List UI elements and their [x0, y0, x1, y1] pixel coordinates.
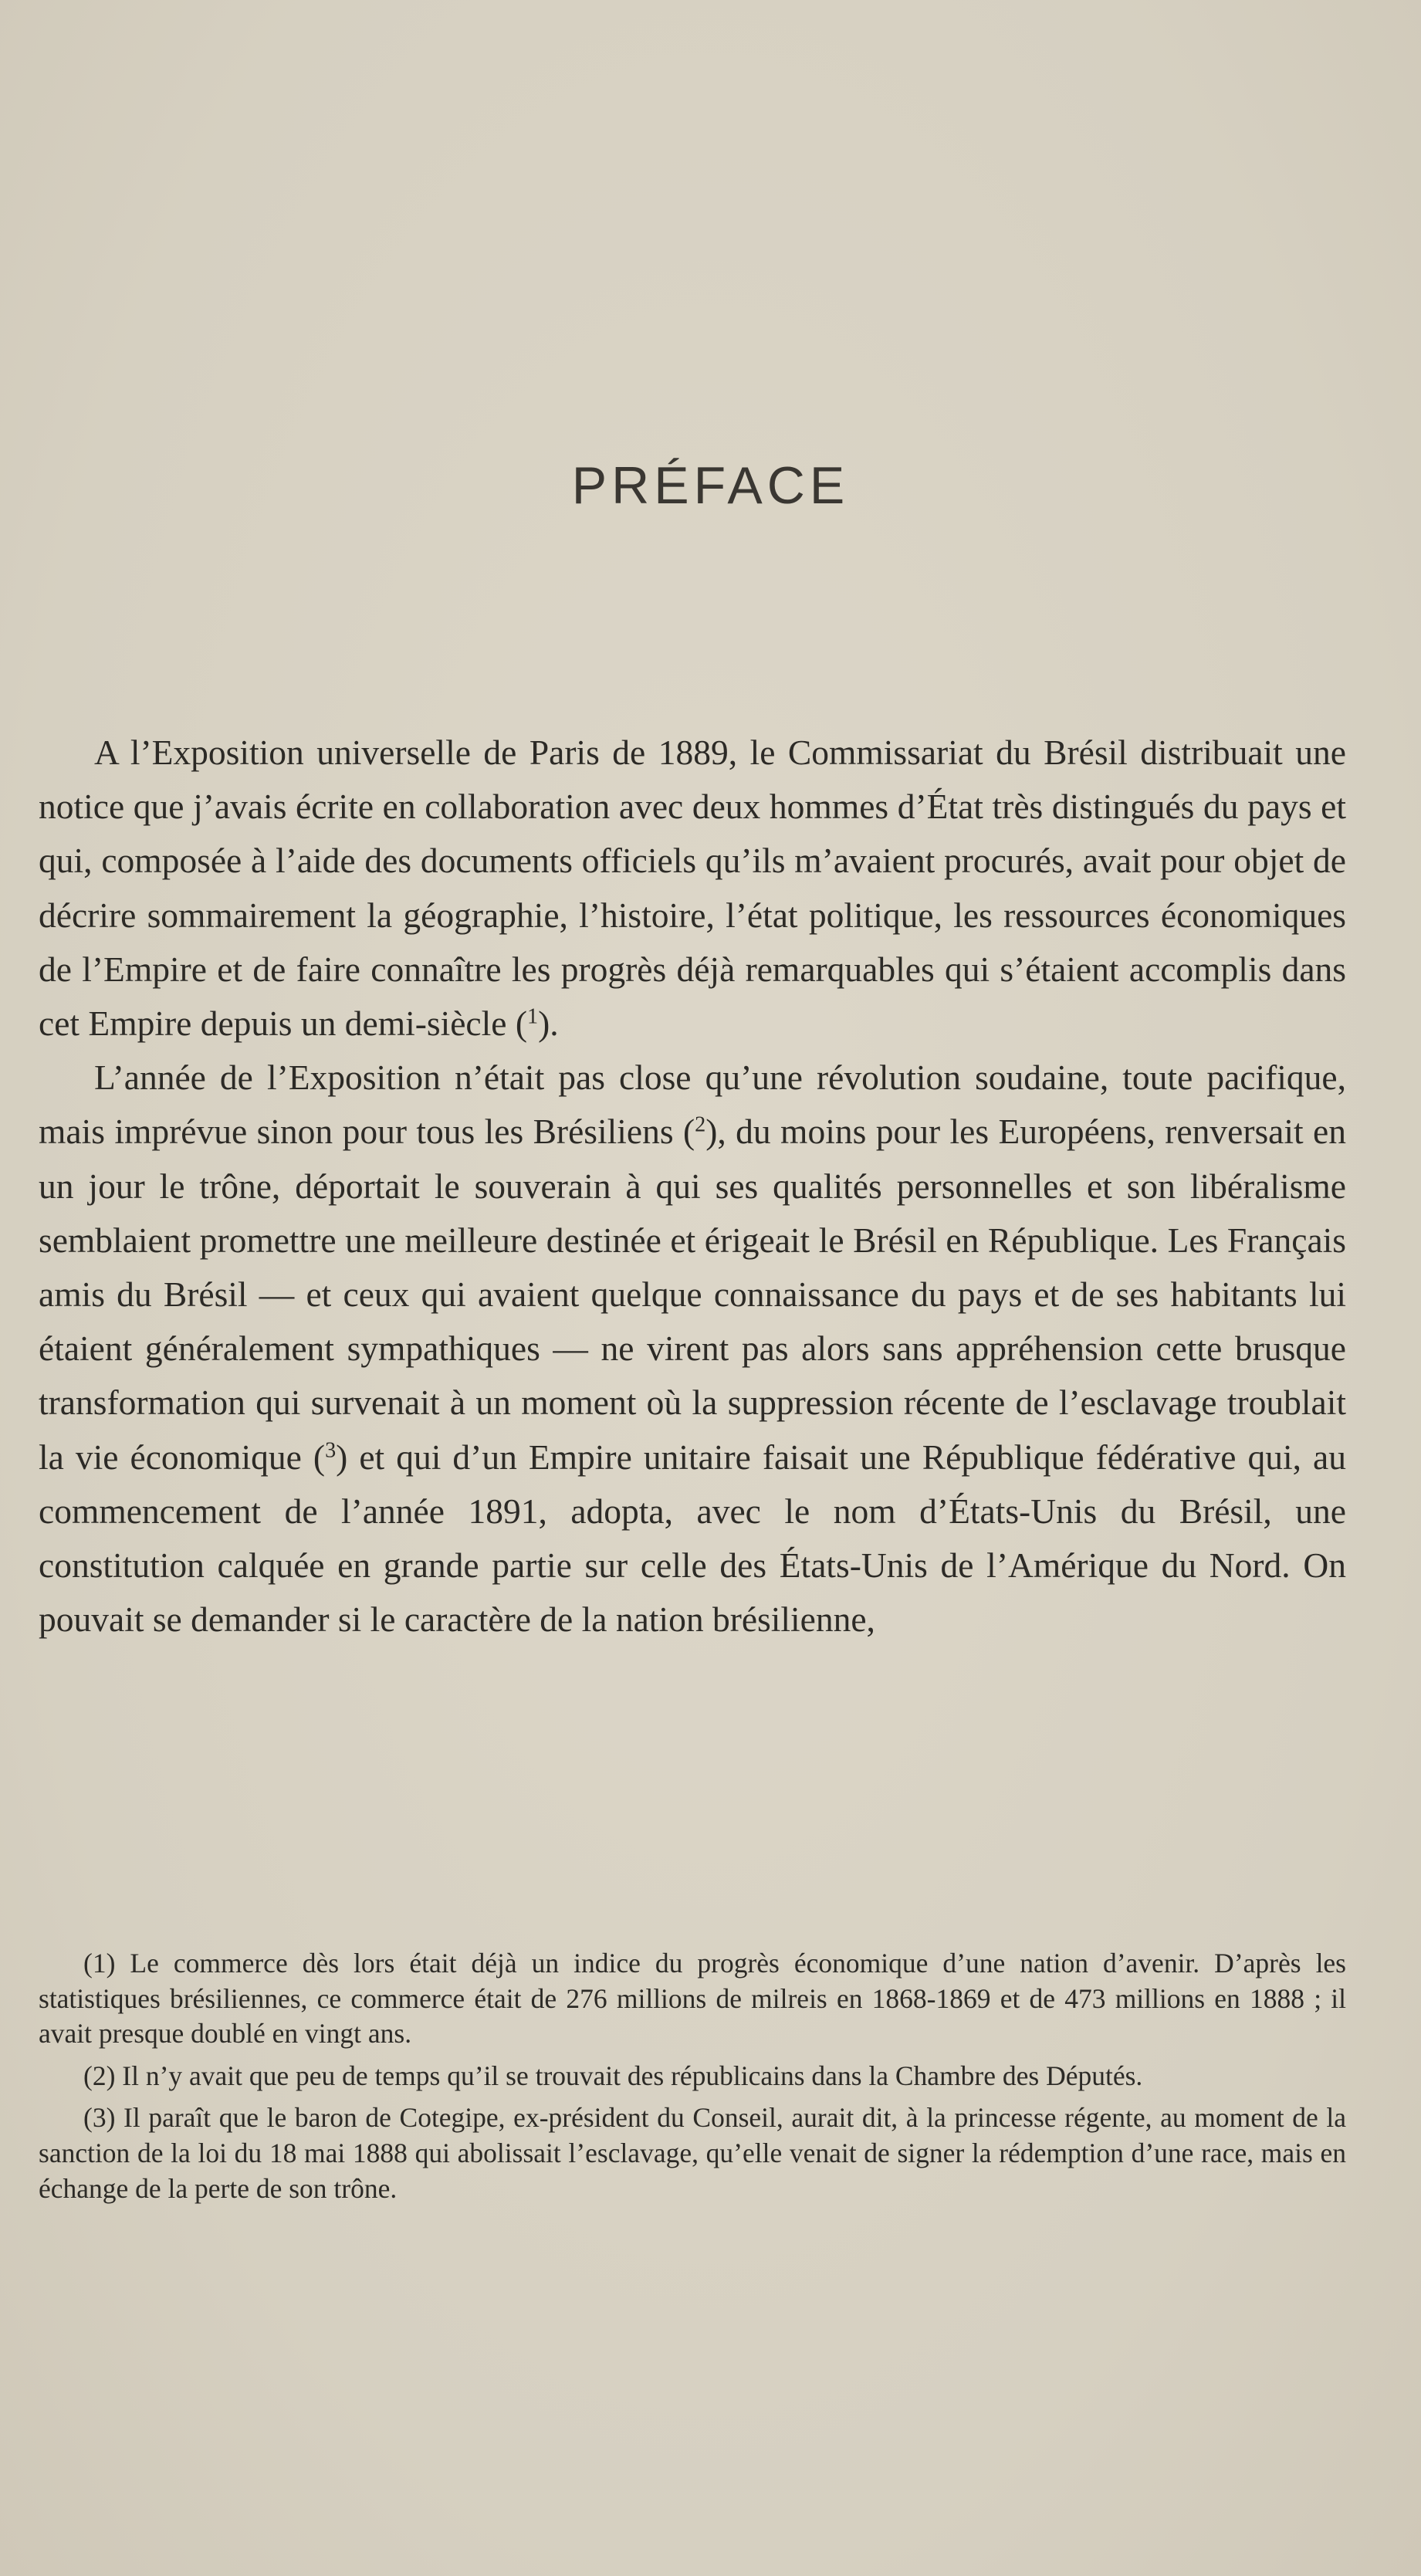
paragraph-1-text: A l’Exposition universelle de Paris de 1889, le Commissariat du Brésil distribuait une notice que j’avais écrite en collaboration avec deux hommes d’État très distingués du pays et qui, composée à l’aide des documents officiels qu’ils m’avaient procurés, avait pour objet de décrire sommairement la géographie, l’histoire, l’état politique, les ressources économiques de l’Empire et de faire connaître les progrès déjà remarquables qui s’étaient accomplis dans cet Empire depuis un demi-siècle ( — [39, 733, 1346, 1044]
paragraph-2-text-b: ), du moins pour les Européens, renversait en un jour le trône, déportait le souverain à qui ses qualités personnelles et son libéralisme semblaient promettre une meilleure destinée et érigeait le Brésil en République. Les Français amis du Brésil — et ceux qui avaient quelque connaissance du pays et de ses habitants lui étaient généralement sympathiques — ne virent pas alors sans appréhension cette brusque transformation qui survenait à un moment où la suppression récente de l’esclavage troublait la vie économique ( — [39, 1112, 1346, 1477]
paragraph-2-text-a: L’année de l’Exposition n’était pas close qu’une révolution soudaine, toute pacifique, mais imprévue sinon pour tous les Brésiliens ( — [39, 1058, 1346, 1152]
footnote-2: (2) Il n’y avait que peu de temps qu’il se trouvait des républicains dans la Chambre des Députés. — [83, 2060, 1143, 2091]
preface-body — [39, 726, 1346, 1647]
footnote-ref-1: 1 — [526, 1004, 539, 1029]
footnote-ref-3: 3 — [325, 1438, 337, 1463]
footnote-ref-2: 2 — [695, 1112, 706, 1137]
paragraph-1 — [39, 726, 1346, 1051]
footnote-3: (3) Il paraît que le baron de Cotegipe, ex-président du Conseil, aurait dit, à la princesse régente, au moment de la sanction de la loi du 18 mai 1888 qui abolissait l’esclavage, qu’elle venait de signer la rédemption d’une race, mais en échange de la perte de son trône. — [39, 2102, 1346, 2204]
paragraph-1-end: ). — [538, 1004, 559, 1044]
paragraph-2 — [39, 1051, 1346, 1647]
footnote-1: (1) Le commerce dès lors était déjà un indice du progrès économique d’une nation d’avenir. D’après les statistiques brésiliennes, ce commerce était de 276 millions de milreis en 1868-1869 et de 473 millions en 1888 ; il avait presque doublé en vingt ans. — [39, 1948, 1346, 2050]
footnotes — [39, 1946, 1346, 2213]
paragraph-2-text-c: ) et qui d’un Empire unitaire faisait une République fédérative qui, au commencement de l’année 1891, adopta, avec le nom d’États-Unis du Brésil, une constitution calquée en grande partie sur celle des États-Unis de l’Amérique du Nord. On pouvait se demander si le caractère de la nation brésilienne, — [39, 1437, 1346, 1640]
page-title: PRÉFACE — [571, 456, 850, 515]
